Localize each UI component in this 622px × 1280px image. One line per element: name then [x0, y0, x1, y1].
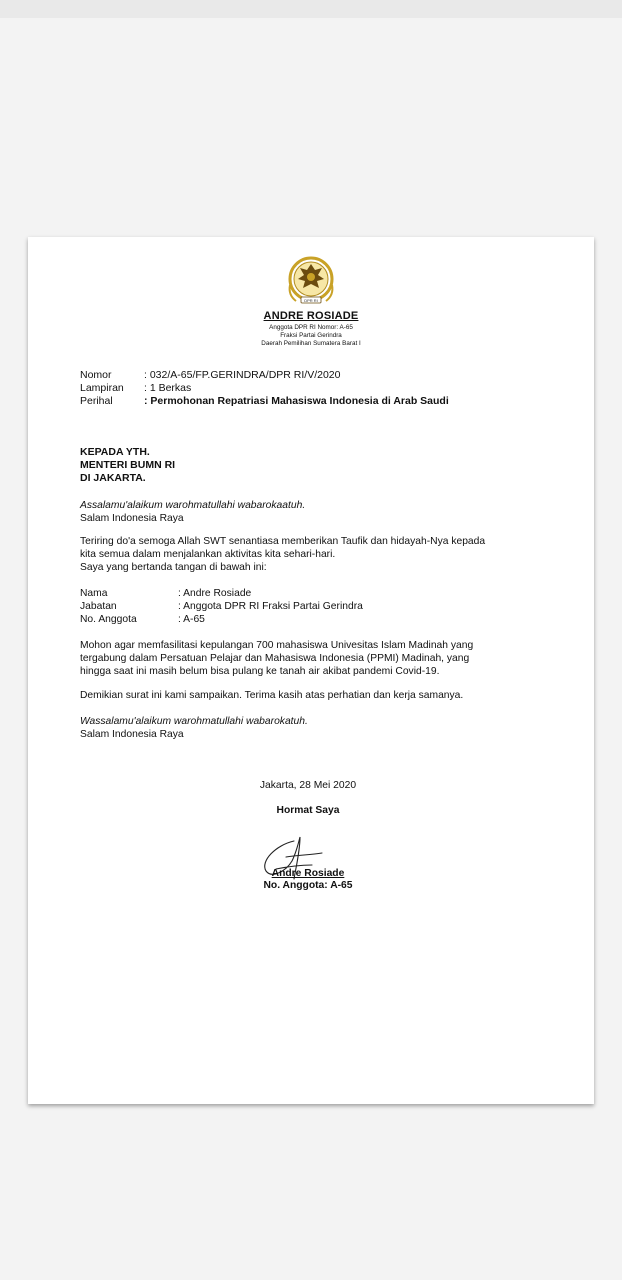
meta-perihal	[80, 395, 449, 408]
emblem-text: DPR RI	[304, 297, 318, 303]
detail-nama	[80, 587, 252, 600]
meta-value: : 1 Berkas	[144, 382, 192, 394]
meta-value: : Permohonan Repatriasi Mahasiswa Indonesia di Arab Saudi	[144, 395, 449, 407]
place-date: Jakarta, 28 Mei 2020	[259, 780, 357, 791]
sender-line: Anggota DPR RI Nomor: A-65	[269, 324, 353, 331]
detail-jabatan	[80, 600, 363, 613]
meta-label: Nomor	[80, 369, 112, 381]
opening-salam-2: Salam Indonesia Raya	[80, 513, 184, 524]
signer-name: Andre Rosiade	[271, 868, 345, 879]
intro-line: kita semua dalam menjalankan aktivitas kita sehari-hari.	[80, 549, 336, 560]
detail-label: Jabatan	[80, 601, 117, 612]
closing-salam-2: Salam Indonesia Raya	[80, 729, 184, 740]
address-line: KEPADA YTH.	[80, 446, 150, 458]
top-status-bar	[0, 0, 622, 18]
meta-lampiran	[80, 382, 192, 395]
body-line: tergabung dalam Persatuan Pelajar dan Mahasiswa Indonesia (PPMI) Madinah, yang	[80, 653, 470, 664]
intro-line: Saya yang bertanda tangan di bawah ini:	[80, 562, 267, 573]
detail-value: : A-65	[178, 614, 205, 625]
closing-salam: Wassalamu'alaikum warohmatullahi wabarokatuh.	[80, 716, 308, 727]
closing-text: Demikian surat ini kami sampaikan. Terima kasih atas perhatian dan kerja samanya.	[80, 690, 464, 701]
detail-no-anggota	[80, 613, 205, 626]
detail-value: : Andre Rosiade	[178, 588, 252, 599]
intro-line: Teriring do'a semoga Allah SWT senantiasa memberikan Taufik dan hidayah-Nya kepada	[80, 536, 486, 547]
sender-line: Daerah Pemilihan Sumatera Barat I	[261, 340, 361, 347]
meta-value: : 032/A-65/FP.GERINDRA/DPR RI/V/2020	[144, 369, 341, 381]
signer-member-no: No. Anggota: A-65	[263, 880, 353, 891]
opening-salam: Assalamu'alaikum warohmatullahi wabarokaatuh.	[80, 500, 306, 511]
sender-name: ANDRE ROSIADE	[263, 310, 359, 322]
detail-label: Nama	[80, 588, 108, 599]
meta-label: Lampiran	[80, 382, 124, 394]
address-line: MENTERI BUMN RI	[80, 459, 176, 471]
meta-nomor	[80, 369, 341, 382]
regards: Hormat Saya	[276, 805, 340, 816]
body-line: Mohon agar memfasilitasi kepulangan 700 mahasiswa Univesitas Islam Madinah yang	[80, 640, 474, 651]
dpr-emblem-icon	[284, 255, 338, 307]
detail-label: No. Anggota	[80, 614, 137, 625]
sender-line: Fraksi Partai Gerindra	[280, 332, 342, 339]
detail-value: : Anggota DPR RI Fraksi Partai Gerindra	[178, 601, 363, 612]
meta-label: Perihal	[80, 395, 113, 407]
letter-page	[28, 237, 594, 1104]
body-line: hingga saat ini masih belum bisa pulang ke tanah air akibat pandemi Covid-19.	[80, 666, 440, 677]
address-line: DI JAKARTA.	[80, 472, 146, 484]
